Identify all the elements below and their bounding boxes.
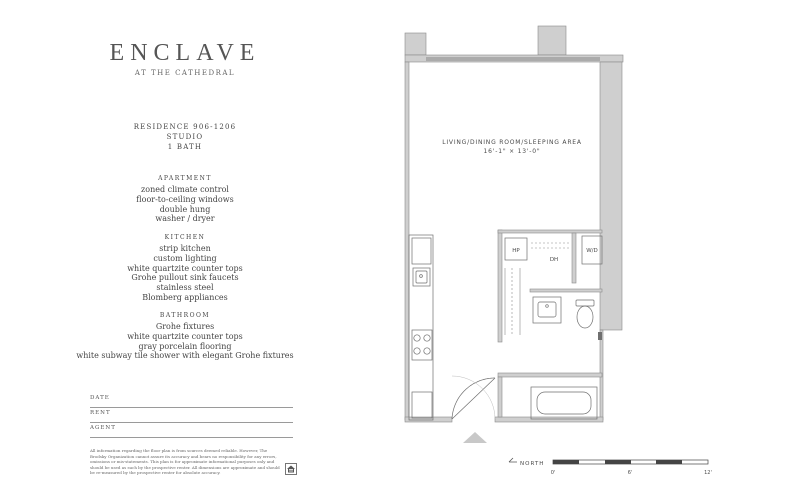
scale-tick-label: 0'	[550, 470, 556, 476]
kitchen-section-title: KITCHEN	[164, 234, 206, 241]
feature-item: white quartzite counter tops	[127, 331, 243, 341]
closet-shelving	[505, 268, 520, 335]
towel-bar	[598, 332, 602, 340]
bathroom-section-title: BATHROOM	[159, 312, 211, 319]
entry-door[interactable]	[452, 376, 495, 419]
feature-item: double hung	[159, 204, 211, 214]
residence-bath: 1 BATH	[167, 143, 203, 151]
kitchen-sink-icon	[413, 268, 430, 286]
brand-subtitle: AT THE CATHEDRAL	[134, 69, 236, 77]
feature-item: Grohe pullout sink faucets	[131, 273, 239, 283]
dh-shelving	[531, 243, 571, 248]
dh-label: DH	[549, 257, 559, 263]
feature-item: strip kitchen	[159, 244, 211, 253]
room-name-label: LIVING/DINING ROOM/SLEEPING AREA	[442, 139, 582, 146]
feature-item: Blomberg appliances	[142, 292, 228, 302]
bathtub-icon	[531, 387, 597, 419]
north-label: NORTH	[520, 461, 545, 467]
apartment-section-title: APARTMENT	[158, 175, 212, 182]
agent-field[interactable]: AGENT	[90, 425, 293, 438]
bathroom-sink-icon	[533, 297, 561, 323]
feature-item: zoned climate control	[141, 185, 229, 194]
cooktop-icon	[414, 335, 430, 354]
feature-item: floor-to-ceiling windows	[136, 194, 234, 204]
scale-bar	[553, 460, 708, 464]
brand-title: ENCLAVE	[109, 40, 261, 66]
feature-item: custom lighting	[153, 253, 217, 263]
feature-item: gray porcelain flooring	[138, 341, 232, 351]
feature-item: Grohe fixtures	[155, 322, 215, 331]
feature-item: white subway tile shower with elegant Grohe fixtures	[76, 351, 294, 361]
wd-label: W/D	[586, 248, 598, 254]
disclaimer-text: All information regarding the floor plan is from sources deemed reliable. However, The Brodsky Organization cannot assure its accuracy and bears no responsibility for any errors, omissions or mis-statements. This plan is for approximate informational purposes only and should be used as such by the prospective renter. All dimensions are approximate and should be re-measured by the prospective renter for absolute accuracy.	[90, 448, 280, 476]
kitchen-counter	[409, 235, 433, 420]
rent-field[interactable]: RENT	[90, 410, 293, 423]
date-field[interactable]: DATE	[90, 395, 293, 408]
room-dimensions-label: 16'-1" × 13'-0"	[483, 148, 541, 155]
feature-item: stainless steel	[156, 283, 214, 293]
plan-walls	[405, 26, 623, 422]
feature-item: white quartzite counter tops	[127, 263, 243, 273]
scale-tick-label: 12'	[704, 470, 712, 476]
residence-title: RESIDENCE 906-1206	[133, 123, 237, 131]
entry-arrow-icon	[463, 432, 487, 443]
feature-item: washer / dryer	[155, 214, 215, 224]
scale-tick-label: 6'	[627, 470, 633, 476]
north-arrow-icon	[509, 458, 517, 462]
hp-label: HP	[512, 248, 520, 254]
residence-type: STUDIO	[166, 133, 204, 141]
toilet-icon	[576, 300, 594, 328]
